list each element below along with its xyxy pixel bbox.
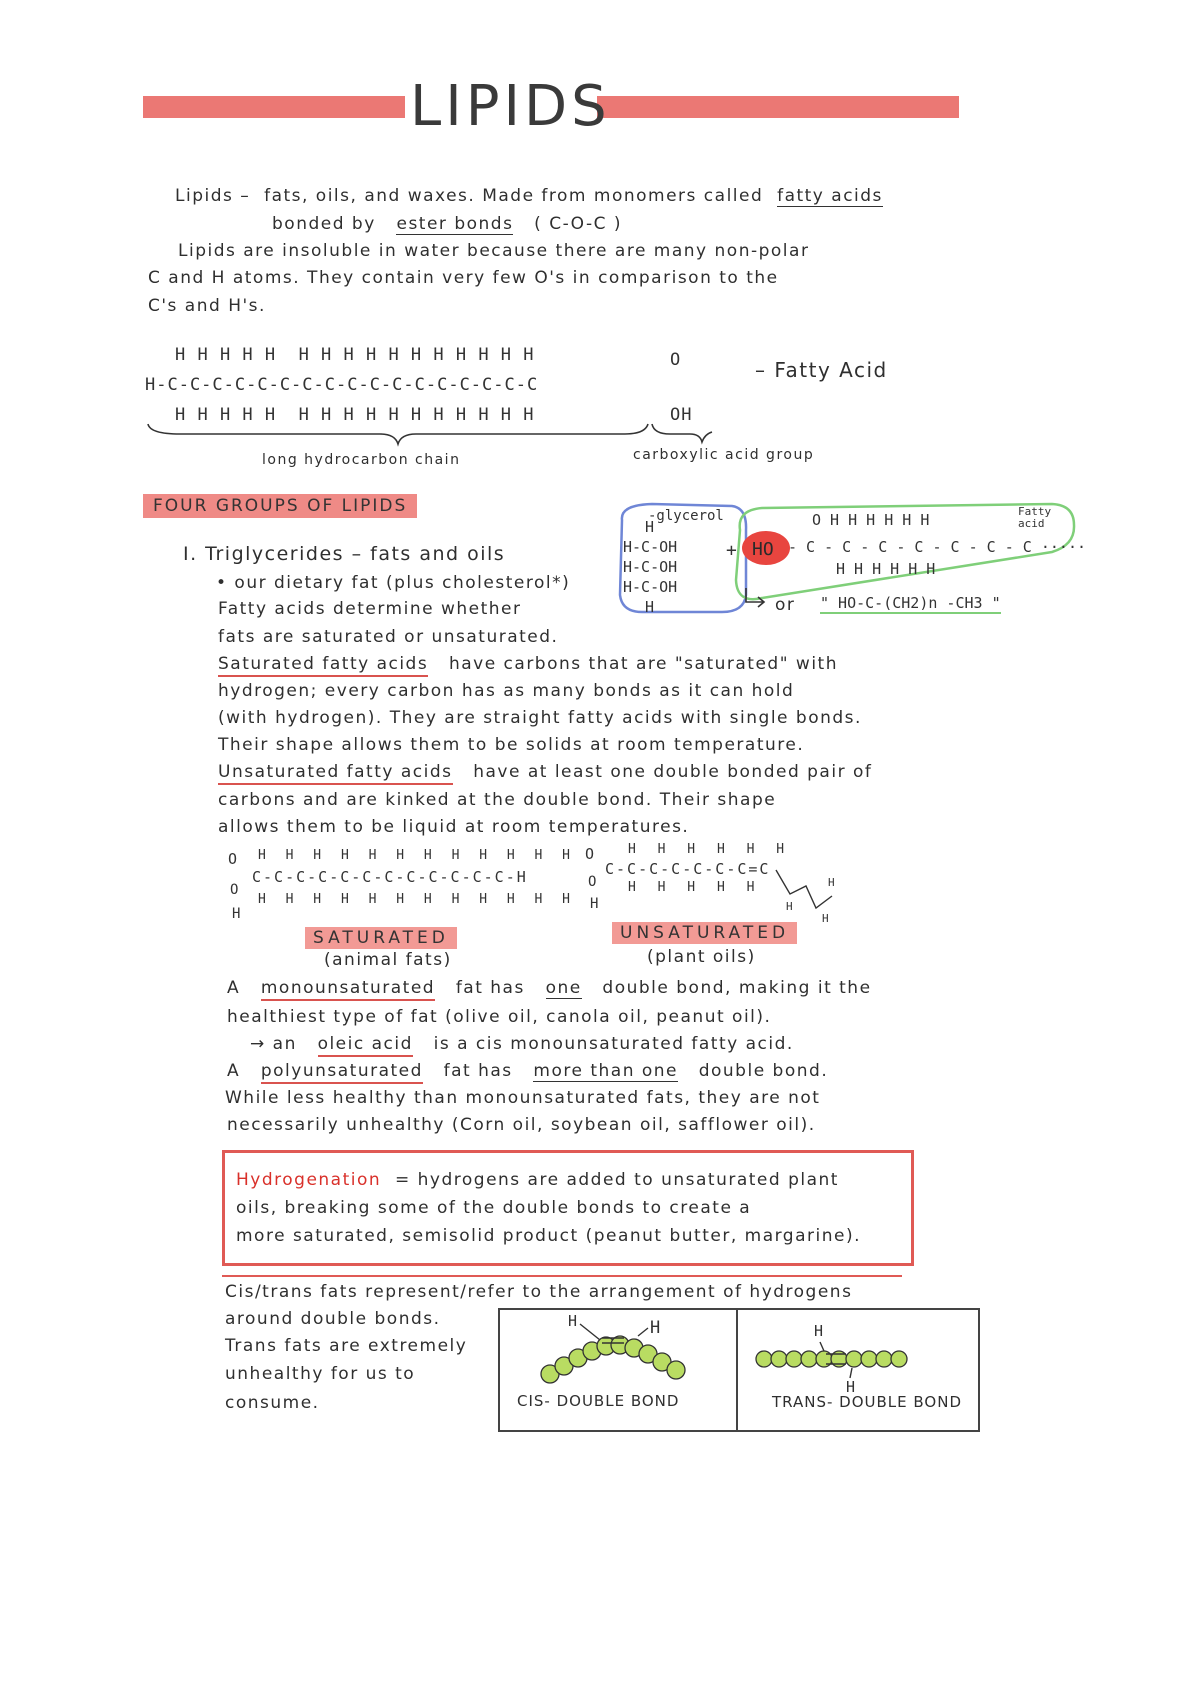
- intro-line-3: Lipids are insoluble in water because there are many non-polar: [178, 241, 810, 261]
- sat-top-hydrogens: H H H H H H H H H H H H: [258, 848, 577, 863]
- fatty-acid-main-chain: H-C-C-C-C-C-C-C-C-C-C-C-C-C-C-C-C-C: [145, 375, 539, 395]
- mono-line-1: A monounsaturated fat has one double bond, making it the: [227, 978, 872, 998]
- unsat-kink-svg: [772, 860, 842, 926]
- unsat-main-chain: C-C-C-C-C-C-C=C: [605, 860, 771, 878]
- unsat-o-double: O: [585, 845, 595, 863]
- fatty-acid-top-hydrogens: H H H H H H H H H H H H H H H H: [175, 345, 535, 365]
- sat-oh-o: O: [230, 882, 239, 898]
- hydrogenation-line-3: more saturated, semisolid product (peanut butter, margarine).: [236, 1226, 861, 1246]
- hydrogenation-line-2: oils, breaking some of the double bonds to create a: [236, 1198, 752, 1218]
- sat-main-chain: C-C-C-C-C-C-C-C-C-C-C-C-H: [252, 868, 528, 886]
- fa-bottom-atoms: H H H H H H: [836, 560, 936, 578]
- sat-oh-h: H: [232, 906, 241, 922]
- cis-label: CIS- DOUBLE BOND: [517, 1392, 680, 1410]
- or-formula: " HO-C-(CH2)n -CH3 ": [820, 594, 1001, 612]
- triglyceride-line-b: fats are saturated or unsaturated.: [218, 627, 559, 647]
- saturated-tag: SATURATED: [305, 927, 457, 949]
- saturated-sub: (animal fats): [324, 950, 452, 970]
- unsat-bottom-hydrogens: H H H H H: [628, 880, 762, 895]
- fa-main-chain: - C - C - C - C - C - C - C ·····: [788, 538, 1087, 556]
- bond-diagram-divider: [736, 1308, 738, 1430]
- cis-bond-diagram: [520, 1312, 730, 1392]
- saturated-line-2: hydrogen; every carbon has as many bonds as it can hold: [218, 681, 795, 701]
- triglyceride-bullet: • our dietary fat (plus cholesterol*): [216, 573, 571, 593]
- saturated-line-4: Their shape allows them to be solids at room temperature.: [218, 735, 805, 755]
- cis-h-right: H: [650, 1318, 661, 1338]
- unsaturated-tag: UNSATURATED: [612, 922, 797, 944]
- svg-text:H: H: [822, 912, 829, 925]
- fatty-acid-tag: Fatty acid: [1018, 505, 1052, 530]
- title-bar-left: [143, 96, 405, 118]
- cistrans-line-3: Trans fats are extremely: [225, 1336, 468, 1356]
- ho-group: HO: [752, 539, 774, 560]
- arrow-icon: [742, 586, 768, 610]
- sat-o-double: O: [228, 850, 238, 868]
- trans-h-top: H: [814, 1322, 824, 1340]
- unsat-top-hydrogens: H H H H H H: [628, 842, 792, 857]
- intro-line-5: C's and H's.: [148, 296, 266, 316]
- fatty-acid-oh: OH: [670, 405, 693, 425]
- poly-line-1: A polyunsaturated fat has more than one double bond.: [227, 1061, 828, 1081]
- cistrans-line-1: Cis/trans fats represent/refer to the arrangement of hydrogens: [225, 1282, 853, 1302]
- cistrans-line-4: unhealthy for us to: [225, 1364, 416, 1384]
- unsat-oh-h: H: [590, 896, 599, 912]
- hydrocarbon-chain-label: long hydrocarbon chain: [262, 452, 461, 468]
- glycerol-row-0: H: [645, 518, 655, 536]
- glycerol-row-3: H-C-OH: [623, 578, 678, 596]
- mono-line-3: → an oleic acid is a cis monounsaturated fatty acid.: [250, 1034, 794, 1054]
- brace-svg: [140, 420, 720, 450]
- sat-bottom-hydrogens: H H H H H H H H H H H H: [258, 892, 577, 907]
- cistrans-divider: [222, 1275, 902, 1277]
- glycerol-row-4: H: [645, 598, 655, 616]
- unsat-oh-o: O: [588, 874, 597, 890]
- unsaturated-line-2: carbons and are kinked at the double bond. Their shape: [218, 790, 777, 810]
- poly-line-3: necessarily unhealthy (Corn oil, soybean oil, safflower oil).: [227, 1115, 816, 1135]
- saturated-line-1: Saturated fatty acids have carbons that are "saturated" with: [218, 654, 838, 674]
- intro-line-2: bonded by ester bonds ( C-O-C ): [272, 214, 623, 234]
- fatty-acid-double-o: O: [670, 350, 682, 370]
- svg-text:H: H: [828, 876, 835, 889]
- glycerol-row-1: H-C-OH: [623, 538, 678, 556]
- fa-top-atoms: O H H H H H H: [812, 511, 930, 529]
- plus-sign: +: [726, 540, 737, 561]
- hydrogenation-line-1: Hydrogenation = hydrogens are added to unsaturated plant: [236, 1170, 839, 1190]
- trans-h-bottom: H: [846, 1378, 856, 1396]
- unsaturated-sub: (plant oils): [647, 947, 756, 967]
- four-groups-heading: FOUR GROUPS OF LIPIDS: [143, 494, 417, 518]
- or-text: or: [775, 595, 796, 615]
- svg-text:H: H: [786, 900, 793, 913]
- cistrans-line-2: around double bonds.: [225, 1309, 441, 1329]
- fatty-acid-bottom-hydrogens: H H H H H H H H H H H H H H H H: [175, 405, 535, 425]
- page-title: LIPIDS: [410, 74, 611, 139]
- fatty-acid-label: – Fatty Acid: [755, 358, 888, 382]
- glycerol-label: -glycerol: [648, 508, 724, 524]
- intro-line-4: C and H atoms. They contain very few O's in comparison to the: [148, 268, 779, 288]
- mono-line-2: healthiest type of fat (olive oil, canola oil, peanut oil).: [227, 1007, 772, 1027]
- cistrans-line-5: consume.: [225, 1393, 320, 1413]
- triglyceride-heading: I. Triglycerides – fats and oils: [183, 543, 506, 565]
- triglyceride-line-a: Fatty acids determine whether: [218, 599, 522, 619]
- trans-bond-diagram: [752, 1340, 922, 1380]
- saturated-line-3: (with hydrogen). They are straight fatty acids with single bonds.: [218, 708, 862, 728]
- glycerol-row-2: H-C-OH: [623, 558, 678, 576]
- unsaturated-line-1: Unsaturated fatty acids have at least one double bonded pair of: [218, 762, 872, 782]
- poly-line-2: While less healthy than monounsaturated fats, they are not: [225, 1088, 821, 1108]
- title-bar-right: [597, 96, 959, 118]
- cis-h-left: H: [568, 1312, 578, 1330]
- intro-line-1: Lipids – fats, oils, and waxes. Made from monomers called fatty acids: [175, 186, 883, 206]
- unsaturated-line-3: allows them to be liquid at room temperatures.: [218, 817, 690, 837]
- trans-label: TRANS- DOUBLE BOND: [772, 1393, 962, 1411]
- carboxylic-group-label: carboxylic acid group: [633, 447, 815, 463]
